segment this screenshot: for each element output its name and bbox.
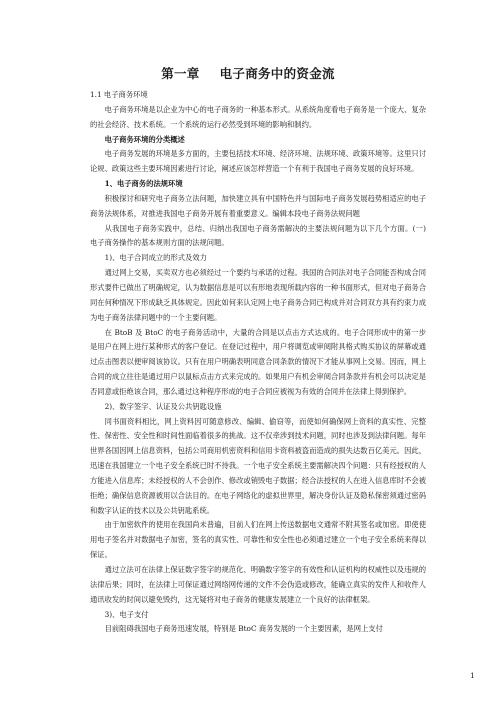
paragraph: 同书面资料相比，网上资料因可随意修改、编辑、偷窃等，而使如何确保网上资料的真实性、完整性、保密性、安全性和时间性面临着很多的挑战。这不仅牵涉到技术问题，同时也涉及到法律问题。每年世界各国因网上信息资料，包括公司商用机密资料和信用卡资料被盗而造成的损失达数百亿美元。因此，迅速在我国建立一个电子安全系统已时不待我。一个电子安全系统主要需解决四个问题：只有经授权的人方能进入信息库；未经授权的人不会创作、修改或销毁电子数据；经合法授权的人在进入信息库时不会被拒绝；确保信息资源被用以合法目的。在电子网络化的虚拟世界里，解决身份认证及隐私保密须通过密码和数字认证的技术以及公共钥匙系统。: [90, 416, 426, 515]
subsection-heading: 电子商务环境的分类概述: [104, 134, 185, 144]
chapter-title: 电子商务中的资金流: [219, 66, 335, 81]
list-heading: 2)、数字签字、认证及公共钥匙设施: [104, 401, 222, 411]
list-heading: 1)、电子合同成立的形式及效力: [104, 253, 207, 263]
chapter-heading: [0, 64, 496, 82]
body-text: [90, 88, 426, 637]
paragraph: 从我国电子商务实践中，总结、归纳出我国电子商务需解决的主要法规问题为以下几个方面。(一) 电子商务操作的基本规则方面的法规问题。: [90, 223, 426, 248]
section-heading: 1.1 电子商务环境: [90, 90, 148, 99]
page-number: 1: [470, 671, 475, 680]
paragraph: 积极探讨和研究电子商务立法问题，加快建立具有中国特色并与国际电子商务发展趋势相适应的电子商务法规体系，对推进我国电子商务开展有着重要意义。编辑本段电子商务法规问题: [90, 193, 426, 218]
paragraph: 目前阻碍我国电子商务迅速发展，特别是 BtoC 商务发展的一个主要因素，是网上支付: [104, 624, 383, 634]
chapter-label: 第一章: [161, 66, 200, 81]
paragraph: 电子商务发展的环境是多方面的，主要包括技术环境、经济环境、法规环境、政策环境等。这里只讨论规、政策这些主要环境因素进行讨论，阐述应该怎样营造一个有利于我国电子商务发展的良好环境。: [90, 149, 426, 174]
subsection-heading: 1、电子商务的法规环境: [104, 179, 183, 189]
paragraph: 通过立法可在法律上保证数字签字的规范化、明确数字签字的有效性和认证机构的权威性以及违规的法律后果；同时，在法律上可保证通过网络网传递的文件不会伪造或修改，能确立真实的发件人和收件人通讯收发的时间以避免毁约，这无疑将对电子商务的健康发展建立一个良好的法律框架。: [90, 565, 426, 604]
paragraph: 由于加密软件的使用在我国尚未普遍，目前人们在网上传送数据电文通常不附其签名或加密。即使使用电子签名并对数据电子加密，签名的真实性、可靠性和安全性也必须通过建立一个电子安全系统来得以保证。: [90, 520, 426, 560]
paragraph: 通过网上交易，买卖双方也必须经过一个要约与承诺的过程。我国的合同法对电子合同能否构成合同形式要件已做出了明确规定，认为数据信息是可以有形地表现所载内容的一种书面形式，但对电子商务合同在何种情况下形成缺乏具体规定。因此如何来认定网上电子商务合同已构成并对合同双方具有约束力成为电子商务法律问题中的一个主要问题。: [90, 268, 426, 322]
list-heading: 3)、电子支付: [104, 609, 149, 619]
paragraph: 电子商务环境是以企业为中心的电子商务的一种基本形式。从系统角度看电子商务是一个庞大、复杂的社会经济、技术系统。一个系统的运行必然受到环境的影响和制约。: [90, 104, 426, 129]
paragraph: 在 BtoB 及 BtoC 的电子商务活动中，大量的合同是以点击方式达成的。电子合同形成中的第一步是用户在网上进行某种形式的客户登记。在登记过程中，用户将调览或审阅附具格式购买协议的屏幕或通过点击图表以便审阅该协议。只有在用户明确表明同意合同条款的情况下才能从事网上交易。因而，网上合同的成立往往是通过用户以鼠标点击方式来完成的。如果用户有机会审阅合同条款并有机会可以决定是否同意或拒绝该合同，那么通过这种程序形成的电子合同应被视为有效的合同并在法律上得到保护。: [90, 327, 426, 396]
